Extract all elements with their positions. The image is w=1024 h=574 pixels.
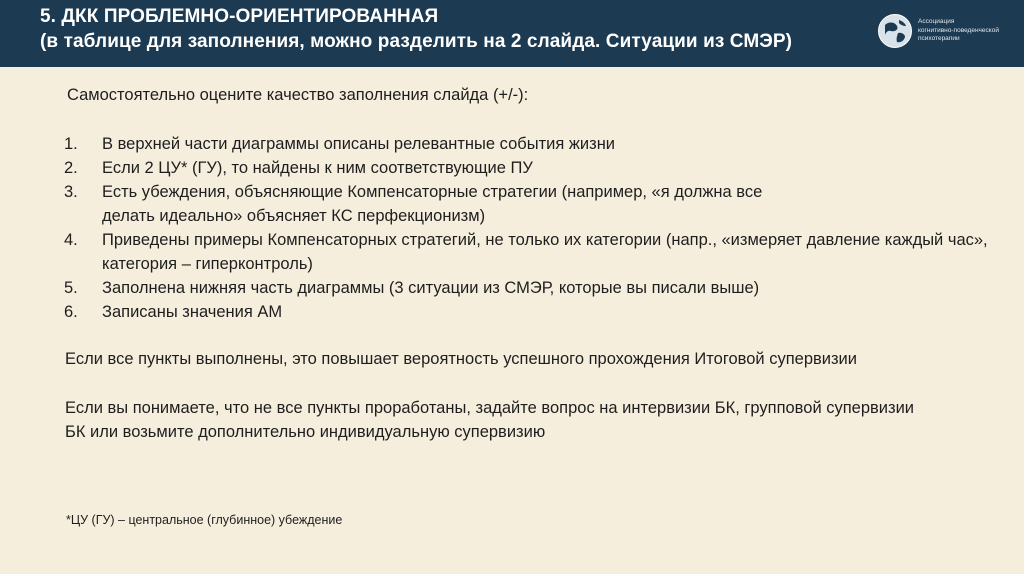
logo-line: когнитивно-поведенческой: [918, 26, 999, 34]
list-item: [64, 132, 1014, 156]
list-item: [64, 276, 1014, 300]
header-bar: [0, 0, 1024, 67]
footnote: *ЦУ (ГУ) – центральное (глубинное) убеждение: [66, 513, 343, 527]
item-text: В верхней части диаграммы описаны релевантные события жизни: [102, 135, 616, 153]
globe-logo-icon: [877, 13, 913, 49]
item-number: 2.: [64, 159, 78, 177]
item-text: Есть убеждения, объясняющие Компенсаторные стратегии (например, «я должна все делать идеально» объясняет КС перфекционизм): [102, 183, 763, 225]
item-text: Записаны значения АМ: [102, 303, 283, 321]
slide-title: 5. ДКК ПРОБЛЕМНО-ОРИЕНТИРОВАННАЯ: [40, 6, 439, 27]
list-item: [64, 300, 1014, 324]
item-number: 6.: [64, 303, 78, 321]
association-logo: [877, 12, 1017, 52]
item-number: 1.: [64, 135, 78, 153]
logo-line: психотерапии: [918, 35, 960, 43]
logo-line: Ассоциация: [918, 18, 955, 25]
item-number: 5.: [64, 279, 78, 297]
item-number: 4.: [64, 231, 78, 249]
slide-subtitle: (в таблице для заполнения, можно разделить на 2 слайда. Ситуации из СМЭР): [40, 31, 793, 52]
list-item: [64, 180, 782, 228]
item-text: Если 2 ЦУ* (ГУ), то найдены к ним соответствующие ПУ: [102, 159, 533, 177]
item-text: Заполнена нижняя часть диаграммы (3 ситуации из СМЭР, которые вы писали выше): [102, 279, 760, 297]
advice-paragraph: Если вы понимаете, что не все пункты проработаны, задайте вопрос на интервизии БК, групповой супервизии БК или возьмите дополнительно индивидуальную супервизию: [65, 399, 915, 441]
outcome-paragraph: Если все пункты выполнены, это повышает вероятность успешного прохождения Итоговой супервизии: [65, 350, 857, 368]
item-text: Приведены примеры Компенсаторных стратегий, не только их категории (напр., «измеряет давление каждый час», категория – гиперконтроль): [102, 231, 988, 273]
list-item: [64, 228, 1024, 276]
intro-text: Самостоятельно оцените качество заполнения слайда (+/-):: [67, 86, 529, 104]
logo-text: [918, 18, 1018, 44]
list-item: [64, 156, 1014, 180]
checklist: [64, 132, 1014, 324]
item-number: 3.: [64, 183, 78, 201]
